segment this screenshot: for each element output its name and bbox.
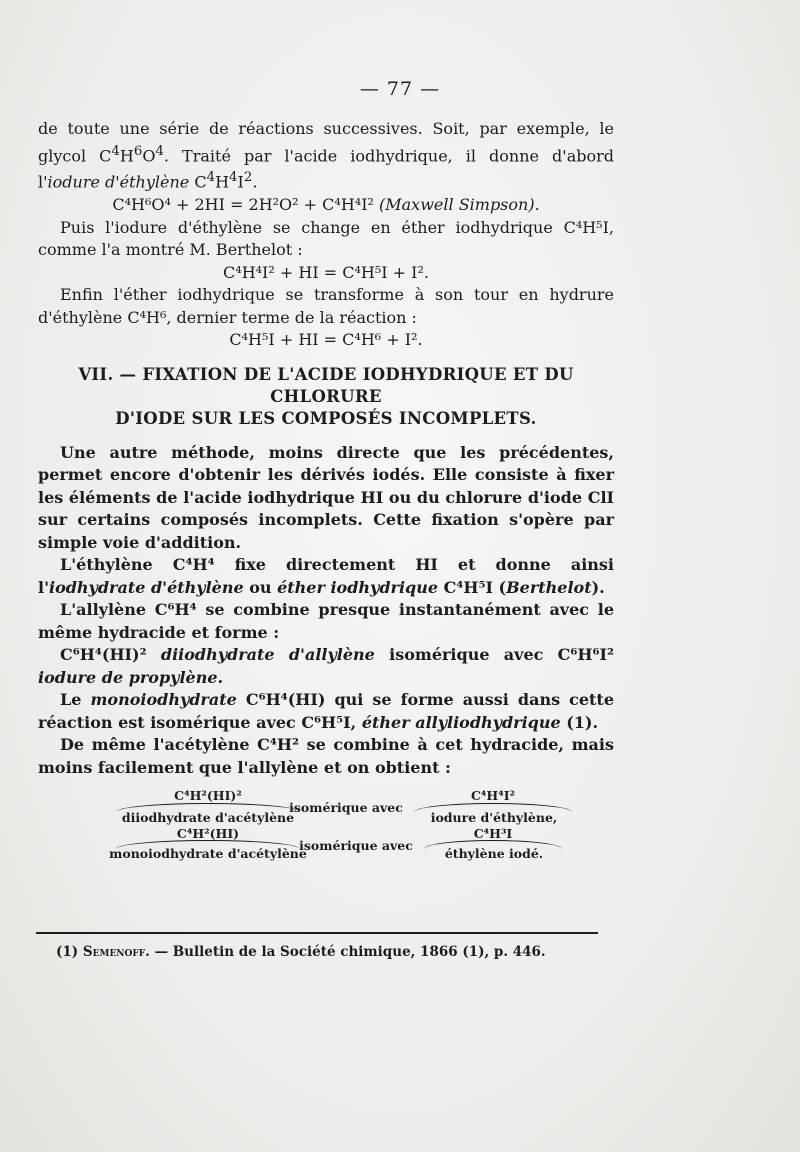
text-run: C⁶H⁴(HI)² bbox=[60, 645, 161, 665]
body-text bbox=[38, 118, 615, 862]
text-run: Le bbox=[60, 690, 91, 710]
footnote-author: Semenoff. bbox=[82, 944, 150, 960]
page-number: — 77 — bbox=[359, 78, 441, 100]
text-run: . Traité par l'acide iodhydrique, il donne d'abord l' bbox=[38, 145, 614, 192]
italic-term: éther iodhydrique bbox=[277, 577, 439, 597]
heading-line-1: VII. — FIXATION DE L'ACIDE IODHYDRIQUE ET DU CHLORURE bbox=[78, 364, 574, 406]
name-monoiodhydrate-acetylene: monoiodhydrate d'acétylène bbox=[109, 846, 307, 862]
text-run: I bbox=[237, 172, 244, 192]
sup-4: 4 bbox=[111, 143, 120, 159]
paragraph-diiodhydrate bbox=[38, 644, 614, 689]
paragraph-ether: Enfin l'éther iodhydrique se transforme à son tour en hydrure d'éthylène C⁴H⁶, dernier terme de la réaction : bbox=[38, 285, 614, 327]
sup-6: 6 bbox=[133, 143, 143, 159]
paragraph-glycol bbox=[38, 118, 614, 194]
equation-2: C⁴H⁴I² + HI = C⁴H⁵I + I². bbox=[223, 262, 429, 282]
section-heading bbox=[38, 364, 614, 430]
footnote-divider bbox=[36, 932, 598, 934]
name-ethylene-iode: éthylène iodé. bbox=[444, 846, 544, 862]
isomeric-label-2: isomérique avec bbox=[299, 838, 413, 854]
heading-line-2: D'IODE SUR LES COMPOSÉS INCOMPLETS. bbox=[115, 408, 537, 428]
text-run: isomérique avec C⁶H⁶I² bbox=[374, 645, 615, 665]
formula-ethylene-iode: C⁴H³I bbox=[473, 826, 513, 842]
paragraph-ethylene bbox=[38, 554, 614, 599]
text-run: L'éthylène C⁴H⁴ fixe directement HI et donne ainsi l' bbox=[38, 555, 614, 597]
italic-term: diiodhydrate d'allylène bbox=[160, 645, 375, 665]
paragraph-allylene: L'allylène C⁶H⁴ se combine presque instantanément avec le même hydracide et forme : bbox=[38, 600, 614, 642]
formula-diiodhydrate-acetylene: C⁴H²(HI)² bbox=[174, 788, 242, 804]
italic-term: éther allyliodhydrique bbox=[361, 712, 561, 732]
italic-term: iodhydrate d'éthylène bbox=[48, 577, 244, 597]
isomeric-label-1: isomérique avec bbox=[289, 800, 403, 816]
name-iodure-ethylene: iodure d'éthylène, bbox=[430, 810, 558, 826]
formula-iodure-ethylene: C⁴H⁴I² bbox=[470, 788, 516, 804]
equation-text: C⁴H⁶O⁴ + 2HI = 2H²O² + C⁴H⁴I² bbox=[112, 195, 374, 215]
footnote-text: — Bulletin de la Société chimique, 1866 (1), p. 446. bbox=[154, 944, 546, 960]
italic-term: Berthelot bbox=[506, 577, 592, 597]
sup-4: 4 bbox=[155, 143, 164, 159]
equation-citation: (Maxwell Simpson). bbox=[379, 195, 540, 215]
text-run: C bbox=[189, 172, 207, 192]
footnote bbox=[56, 944, 616, 960]
paragraph-monoiodhydrate bbox=[38, 689, 614, 734]
paragraph-method: Une autre méthode, moins directe que les précédentes, permet encore d'obtenir les dérivés iodés. Elle consiste à fixer les éléments de l'acide iodhydrique HI ou du chlorure d'iode ClI sur certains composés incomplets. Cette fixation s'opère par simple voie d'addition. bbox=[38, 442, 614, 552]
italic-term: iodure d'éthylène bbox=[47, 172, 190, 192]
equation-1 bbox=[38, 194, 614, 217]
sup-4: 4 bbox=[206, 170, 216, 186]
text-run: . bbox=[252, 172, 258, 192]
text-run: C⁴H⁵I ( bbox=[438, 577, 507, 597]
name-diiodhydrate-acetylene: diiodhydrate d'acétylène bbox=[121, 810, 295, 826]
sup-2: 2 bbox=[243, 170, 253, 186]
isomer-scheme bbox=[38, 785, 614, 862]
text-run: ). bbox=[591, 577, 605, 597]
text-run: ou bbox=[243, 577, 278, 597]
section-body bbox=[38, 442, 614, 780]
text-run: O bbox=[142, 145, 156, 165]
italic-term: iodure de propylène. bbox=[38, 667, 224, 687]
text-run: de toute une série de réactions successives. Soit, par exemple, le glycol C bbox=[38, 119, 614, 165]
footnote-marker: (1) bbox=[56, 944, 79, 960]
italic-term: monoiodhydrate bbox=[90, 690, 237, 710]
equation-3: C⁴H⁵I + HI = C⁴H⁶ + I². bbox=[229, 330, 423, 350]
sup-4: 4 bbox=[229, 170, 238, 186]
text-run: H bbox=[215, 172, 230, 192]
paragraph-acetylene: De même l'acétylène C⁴H² se combine à cet hydracide, mais moins facilement que l'allylène et on obtient : bbox=[38, 735, 614, 777]
formula-monoiodhydrate-acetylene: C⁴H²(HI) bbox=[176, 826, 240, 842]
text-run: C⁶H⁴(HI) qui se forme aussi dans cette réaction est isomérique avec C⁶H⁵I, bbox=[38, 690, 615, 732]
text-run: (1). bbox=[560, 712, 599, 732]
text-run: H bbox=[119, 145, 134, 165]
paragraph-berthelot: Puis l'iodure d'éthylène se change en éther iodhydrique C⁴H⁵I, comme l'a montré M. Berthelot : bbox=[38, 217, 614, 260]
